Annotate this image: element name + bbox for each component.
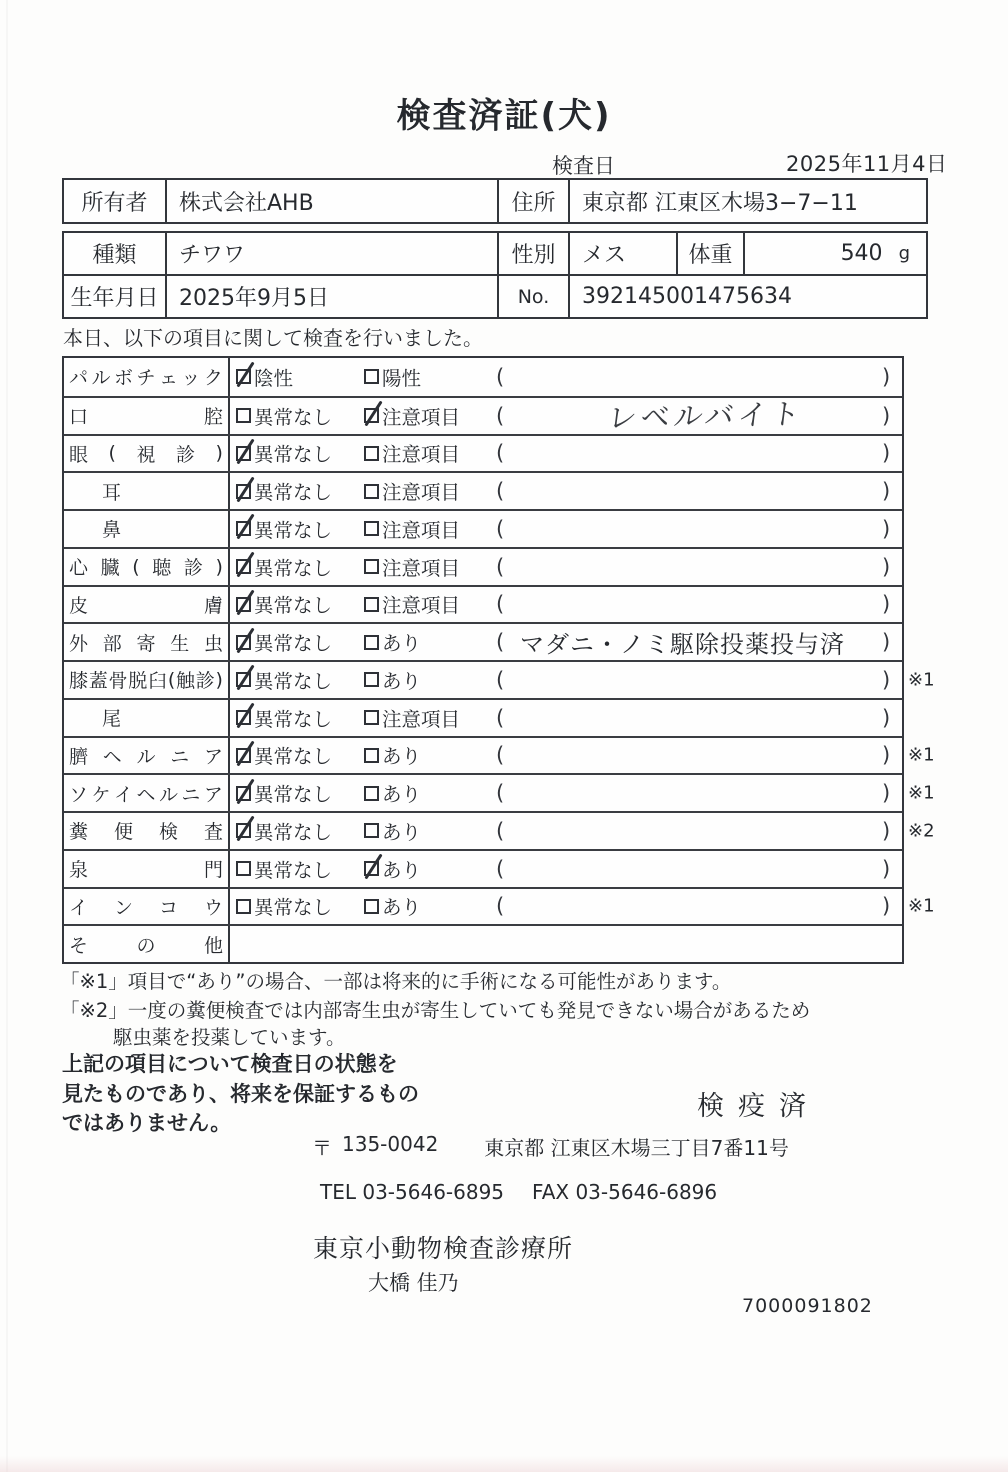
checkbox-label: 注意項目 (382, 443, 461, 467)
item-label-char: 泉 (69, 859, 89, 882)
item-label-char: 診 (195, 670, 215, 693)
checkmark-icon (364, 401, 382, 427)
checkbox-label: 異常なし (254, 820, 333, 844)
paren-close: ) (882, 818, 891, 843)
footnote-ref: ※1 (908, 744, 935, 766)
checkbox-group (364, 892, 421, 920)
item-content (230, 889, 935, 925)
examiner-name: 大橋 佳乃 (368, 1271, 459, 1295)
item-content (230, 738, 935, 774)
checkbox-checked (236, 786, 251, 801)
item-label-char: 臼 (148, 670, 168, 693)
inspection-row (64, 736, 935, 774)
checkbox-unchecked (236, 408, 251, 423)
item-label (64, 624, 230, 660)
checkbox-checked (236, 635, 251, 650)
owner-value: 株式会社AHB (165, 180, 497, 222)
checkbox-unchecked (364, 521, 379, 536)
inspection-row (64, 471, 902, 509)
checkbox-group (236, 439, 332, 467)
item-label (64, 813, 230, 849)
item-label-char: コ (158, 896, 178, 919)
item-label-char: ( (108, 442, 116, 465)
item-label (64, 587, 230, 623)
checkbox-label: 異常なし (254, 443, 333, 467)
id-number-value: 392145001475634 (568, 276, 926, 317)
item-label-char: 心 (69, 557, 89, 580)
item-label-char: 膚 (203, 594, 223, 617)
checkmark-icon (236, 438, 254, 464)
item-label (64, 738, 230, 774)
postal-mark: 〒 (312, 1136, 332, 1160)
paren-close: ) (882, 364, 891, 389)
item-label-char: 脱 (128, 670, 148, 693)
checkbox-group (364, 363, 421, 391)
item-content (230, 473, 902, 509)
checkmark-icon (236, 476, 254, 502)
item-label-char: ク (203, 367, 223, 390)
item-label-char: ) (215, 668, 223, 691)
footnote-ref: ※1 (908, 782, 935, 804)
checkbox-group (364, 704, 460, 732)
checkbox-label: 異常なし (254, 745, 333, 769)
checkbox-group (236, 892, 332, 920)
paren-open: ( (496, 592, 505, 617)
clinic-address: 東京都 江東区木場三丁目7番11号 (484, 1136, 789, 1160)
item-label-char: 虫 (203, 632, 223, 655)
paren-open: ( (496, 479, 505, 504)
serial-number: 7000091802 (742, 1295, 873, 1317)
item-label-char: 糞 (69, 821, 89, 844)
owner-table (62, 178, 928, 224)
item-content (230, 624, 902, 660)
item-label-char: 外 (69, 632, 89, 655)
item-label-char: ヘ (136, 783, 156, 806)
inspection-row (64, 811, 935, 849)
item-content (230, 775, 935, 811)
checkbox-checked (236, 369, 251, 384)
checkmark-icon (236, 778, 254, 804)
item-label-char: イ (113, 783, 133, 806)
paren-close: ) (882, 856, 891, 881)
checkmark-icon (236, 816, 254, 842)
checkbox-group (236, 741, 332, 769)
footnote-1: 「※1」項目で“あり”の場合、一部は将来的に手術になる可能性があります。 (60, 970, 732, 993)
address-value: 東京都 江東区木場3−7−11 (568, 180, 926, 222)
inspection-row (64, 547, 902, 585)
item-label-char: ア (203, 745, 223, 768)
item-label-char: 便 (113, 821, 133, 844)
item-label-char: 皮 (69, 594, 89, 617)
checkbox-label: あり (382, 669, 422, 693)
checkbox-group (364, 515, 460, 543)
disclaimer-line-2: 見たものであり、将来を保証するもの (62, 1081, 419, 1106)
item-label: 鼻 (64, 511, 230, 547)
paren-open: ( (496, 743, 505, 768)
checkbox-group (236, 363, 293, 391)
item-label (64, 398, 230, 434)
paren-open: ( (496, 705, 505, 730)
checkmark-icon (236, 552, 254, 578)
item-label (64, 851, 230, 887)
checkbox-group (236, 666, 332, 694)
item-label-char: ル (91, 367, 111, 390)
checkbox-group (364, 855, 421, 883)
item-label-char: 膝 (69, 670, 89, 693)
checkbox-label: あり (382, 783, 422, 807)
checkbox-label: 異常なし (254, 632, 333, 656)
checkbox-unchecked (364, 823, 379, 838)
footnote-3: 駆虫薬を投薬しています。 (113, 1026, 346, 1049)
checkbox-group (236, 855, 332, 883)
checkbox-group (236, 477, 332, 505)
item-content (230, 662, 935, 698)
paren-close: ) (882, 894, 891, 919)
item-content (230, 436, 902, 472)
sex-value: メス (568, 233, 676, 274)
page-title: 検査済証(犬) (396, 96, 612, 136)
item-label-char: 診 (176, 443, 196, 466)
item-label-char: チ (136, 367, 156, 390)
sex-label: 性別 (497, 233, 568, 274)
item-label-char: 査 (203, 821, 223, 844)
item-label-char: ル (158, 783, 178, 806)
clinic-postal-line (312, 1132, 789, 1161)
checkbox-unchecked (364, 786, 379, 801)
checkbox-group (236, 628, 332, 656)
inspection-row (64, 358, 902, 396)
checkbox-label: 注意項目 (382, 518, 461, 542)
item-label (64, 358, 230, 396)
item-label (64, 549, 230, 585)
checkbox-label: 注意項目 (382, 481, 461, 505)
checkbox-group (364, 666, 421, 694)
checkbox-label: あり (382, 820, 422, 844)
address-label: 住所 (497, 180, 568, 222)
inspection-row (64, 887, 935, 925)
paren-close: ) (882, 667, 891, 692)
checkbox-checked (236, 748, 251, 763)
item-content (230, 398, 902, 434)
item-label: 耳 (64, 473, 230, 509)
footnote-ref: ※1 (908, 669, 935, 691)
item-content (230, 358, 902, 396)
breed-label: 種類 (92, 243, 137, 268)
checkmark-icon (236, 589, 254, 615)
checkbox-unchecked (364, 484, 379, 499)
checkbox-group (236, 704, 332, 732)
checkbox-checked (236, 672, 251, 687)
item-label: 尾 (64, 700, 230, 736)
item-content (230, 587, 902, 623)
item-label-char: 触 (176, 670, 196, 693)
item-label-char: 聴 (152, 557, 172, 580)
exam-date-value: 2025年11月4日 (786, 152, 948, 176)
paren-close: ) (882, 781, 891, 806)
checkbox-label: あり (382, 745, 422, 769)
disclaimer-text (62, 1050, 419, 1139)
item-label-char: ボ (113, 367, 133, 390)
checkbox-group (364, 741, 421, 769)
checkmark-icon (236, 703, 254, 729)
checkbox-group (364, 439, 460, 467)
checkmark-icon (364, 854, 382, 880)
checkmark-icon (236, 740, 254, 766)
paren-value-printed: マダニ・ノミ駆除投薬投与済 (520, 630, 845, 659)
checkbox-label: 陽性 (382, 366, 422, 390)
checkbox-label: あり (382, 632, 422, 656)
birthdate-value: 2025年9月5日 (165, 276, 497, 317)
checkbox-unchecked (364, 446, 379, 461)
item-label-char: ア (203, 783, 223, 806)
checkbox-label: 注意項目 (382, 707, 461, 731)
item-label-char: 診 (183, 557, 203, 580)
inspection-row (64, 660, 935, 698)
weight-label: 体重 (676, 233, 743, 274)
paren-open: ( (496, 781, 505, 806)
item-label-char: ) (215, 442, 223, 465)
item-label-char: ニ (181, 783, 201, 806)
item-label-char: ( (132, 555, 140, 578)
checkbox-unchecked (236, 861, 251, 876)
inspection-table (62, 356, 935, 964)
checkbox-group (236, 515, 332, 543)
checkbox-label: 注意項目 (382, 594, 461, 618)
checkmark-icon (236, 665, 254, 691)
checkbox-label: 注意項目 (382, 405, 461, 429)
checkbox-group (236, 402, 332, 430)
item-label-char: ( (167, 668, 176, 691)
checkbox-unchecked (364, 710, 379, 725)
item-label-char: ケ (91, 783, 111, 806)
paren-close: ) (882, 592, 891, 617)
checkbox-label: 異常なし (254, 481, 333, 505)
item-label-char: ) (215, 555, 223, 578)
paren-close: ) (882, 554, 891, 579)
postal-code: 135-0042 (342, 1132, 439, 1156)
checkbox-checked (236, 597, 251, 612)
item-label-char: 臓 (100, 557, 120, 580)
checkbox-group (364, 628, 421, 656)
weight-number: 540 (840, 241, 883, 266)
paren-open: ( (496, 818, 505, 843)
item-label-char: ン (113, 896, 133, 919)
inspection-row (64, 396, 902, 434)
item-label-char: ヘ (102, 745, 122, 768)
item-label-char: パ (69, 367, 89, 390)
item-label-char: 腔 (203, 406, 223, 429)
checkbox-checked (364, 861, 379, 876)
inspection-row (64, 698, 902, 736)
disclaimer-line-3: ではありません。 (62, 1111, 232, 1135)
item-label-char: 寄 (136, 632, 156, 655)
checkbox-label: 異常なし (254, 707, 333, 731)
checkbox-group (236, 553, 332, 581)
checkbox-unchecked (364, 369, 379, 384)
checkbox-unchecked (364, 635, 379, 650)
id-number-label: No. (497, 276, 568, 317)
checkbox-group (364, 590, 460, 618)
checkbox-unchecked (364, 559, 379, 574)
checkbox-label: 注意項目 (382, 556, 461, 580)
checkbox-label: 異常なし (254, 594, 333, 618)
item-content (230, 549, 902, 585)
checkbox-label: 異常なし (254, 896, 333, 920)
item-label (64, 926, 230, 962)
checkbox-checked (364, 408, 379, 423)
paren-close: ) (882, 705, 891, 730)
footnote-2: 「※2」一度の糞便検査では内部寄生虫が寄生していても発見できない場合があるため (60, 999, 811, 1022)
item-label-char: 臍 (69, 745, 89, 768)
checkbox-group (236, 590, 332, 618)
item-label-char: ェ (158, 367, 178, 390)
footnote-ref: ※2 (908, 820, 935, 842)
pet-table (62, 231, 928, 319)
checkbox-label: 異常なし (254, 858, 333, 882)
checkbox-checked (236, 559, 251, 574)
inspection-row (64, 509, 902, 547)
item-label (64, 662, 230, 698)
checkbox-unchecked (364, 597, 379, 612)
inspection-row (64, 924, 902, 962)
item-label (64, 436, 230, 472)
item-label-char: 口 (69, 406, 89, 429)
item-label-char: 蓋 (88, 670, 108, 693)
checkmark-icon (236, 362, 254, 388)
checkmark-icon (236, 627, 254, 653)
checkbox-unchecked (364, 899, 379, 914)
checkbox-label: あり (382, 896, 422, 920)
pet-table-row-1 (64, 233, 926, 274)
item-label-char: 骨 (108, 670, 128, 693)
checkbox-unchecked (236, 899, 251, 914)
item-label-char: ッ (181, 367, 201, 390)
exam-date-label: 検査日 (552, 154, 615, 178)
weight-value (743, 233, 926, 274)
item-label-char: 検 (158, 821, 178, 844)
paren-open: ( (496, 630, 505, 655)
item-content (230, 813, 935, 849)
paren-open: ( (496, 441, 505, 466)
checkbox-checked (236, 823, 251, 838)
disclaimer-line-1: 上記の項目について検査日の状態を (62, 1052, 398, 1076)
item-label-char: 視 (136, 443, 156, 466)
checkbox-group (364, 402, 460, 430)
inspection-row (64, 773, 935, 811)
paren-close: ) (882, 403, 891, 428)
item-label-char: ル (136, 745, 156, 768)
breed-value: チワワ (165, 233, 497, 274)
checkbox-label: 陰性 (254, 366, 294, 390)
item-label-char: ウ (203, 896, 223, 919)
checkbox-label: 異常なし (254, 783, 333, 807)
checkbox-group (364, 817, 421, 845)
item-content (230, 700, 902, 736)
item-label-char: 他 (203, 934, 223, 957)
paren-open: ( (496, 364, 505, 389)
checkbox-group (236, 817, 332, 845)
checkbox-group (364, 477, 460, 505)
item-content (230, 851, 902, 887)
intro-text: 本日、以下の項目に関して検査を行いました。 (63, 326, 483, 350)
clinic-tel: TEL 03-5646-6895 (320, 1180, 505, 1204)
inspection-row (64, 585, 902, 623)
item-label (64, 889, 230, 925)
paren-close: ) (882, 516, 891, 541)
paren-close: ) (882, 743, 891, 768)
clinic-tel-line (320, 1180, 717, 1204)
inspection-row (64, 622, 902, 660)
birthdate-label: 生年月日 (70, 286, 159, 311)
checkbox-checked (236, 484, 251, 499)
checkmark-icon (236, 514, 254, 540)
clinic-name: 東京小動物検査診療所 (313, 1234, 574, 1263)
item-content (230, 926, 902, 962)
paren-close: ) (882, 630, 891, 655)
paren-open: ( (496, 856, 505, 881)
item-label-char: ソ (69, 783, 89, 806)
checkbox-group (364, 779, 421, 807)
clinic-fax: FAX 03-5646-6896 (532, 1180, 718, 1204)
item-label-char: ニ (170, 745, 190, 768)
inspection-row (64, 434, 902, 472)
paren-open: ( (496, 894, 505, 919)
checkbox-checked (236, 710, 251, 725)
checkbox-label: 異常なし (254, 556, 333, 580)
paren-value-handwritten: レベルバイト (605, 396, 806, 435)
footnote-ref: ※1 (908, 895, 935, 917)
checkbox-label: あり (382, 858, 422, 882)
item-label-char: 生 (170, 632, 190, 655)
paren-open: ( (496, 554, 505, 579)
item-label-char: イ (69, 896, 89, 919)
item-label (64, 775, 230, 811)
checkbox-group (364, 553, 460, 581)
paren-close: ) (882, 479, 891, 504)
checkbox-unchecked (364, 672, 379, 687)
quarantine-stamp: 検疫済 (697, 1091, 820, 1122)
inspection-row (64, 849, 902, 887)
checkbox-label: 異常なし (254, 518, 333, 542)
paren-open: ( (496, 516, 505, 541)
item-label-char: そ (69, 934, 89, 957)
pet-table-row-2 (64, 274, 926, 317)
checkbox-unchecked (364, 748, 379, 763)
item-label-char: 部 (102, 632, 122, 655)
item-label-char: 門 (203, 859, 223, 882)
owner-label: 所有者 (81, 190, 148, 216)
checkbox-group (236, 779, 332, 807)
item-label-char: の (136, 934, 156, 957)
checkbox-label: 異常なし (254, 405, 333, 429)
checkbox-checked (236, 446, 251, 461)
checkbox-label: 異常なし (254, 669, 333, 693)
checkbox-checked (236, 521, 251, 536)
paren-close: ) (882, 441, 891, 466)
item-label-char: 眼 (69, 443, 89, 466)
paren-open: ( (496, 403, 505, 428)
item-content (230, 511, 902, 547)
paren-open: ( (496, 667, 505, 692)
weight-unit: g (898, 243, 910, 264)
